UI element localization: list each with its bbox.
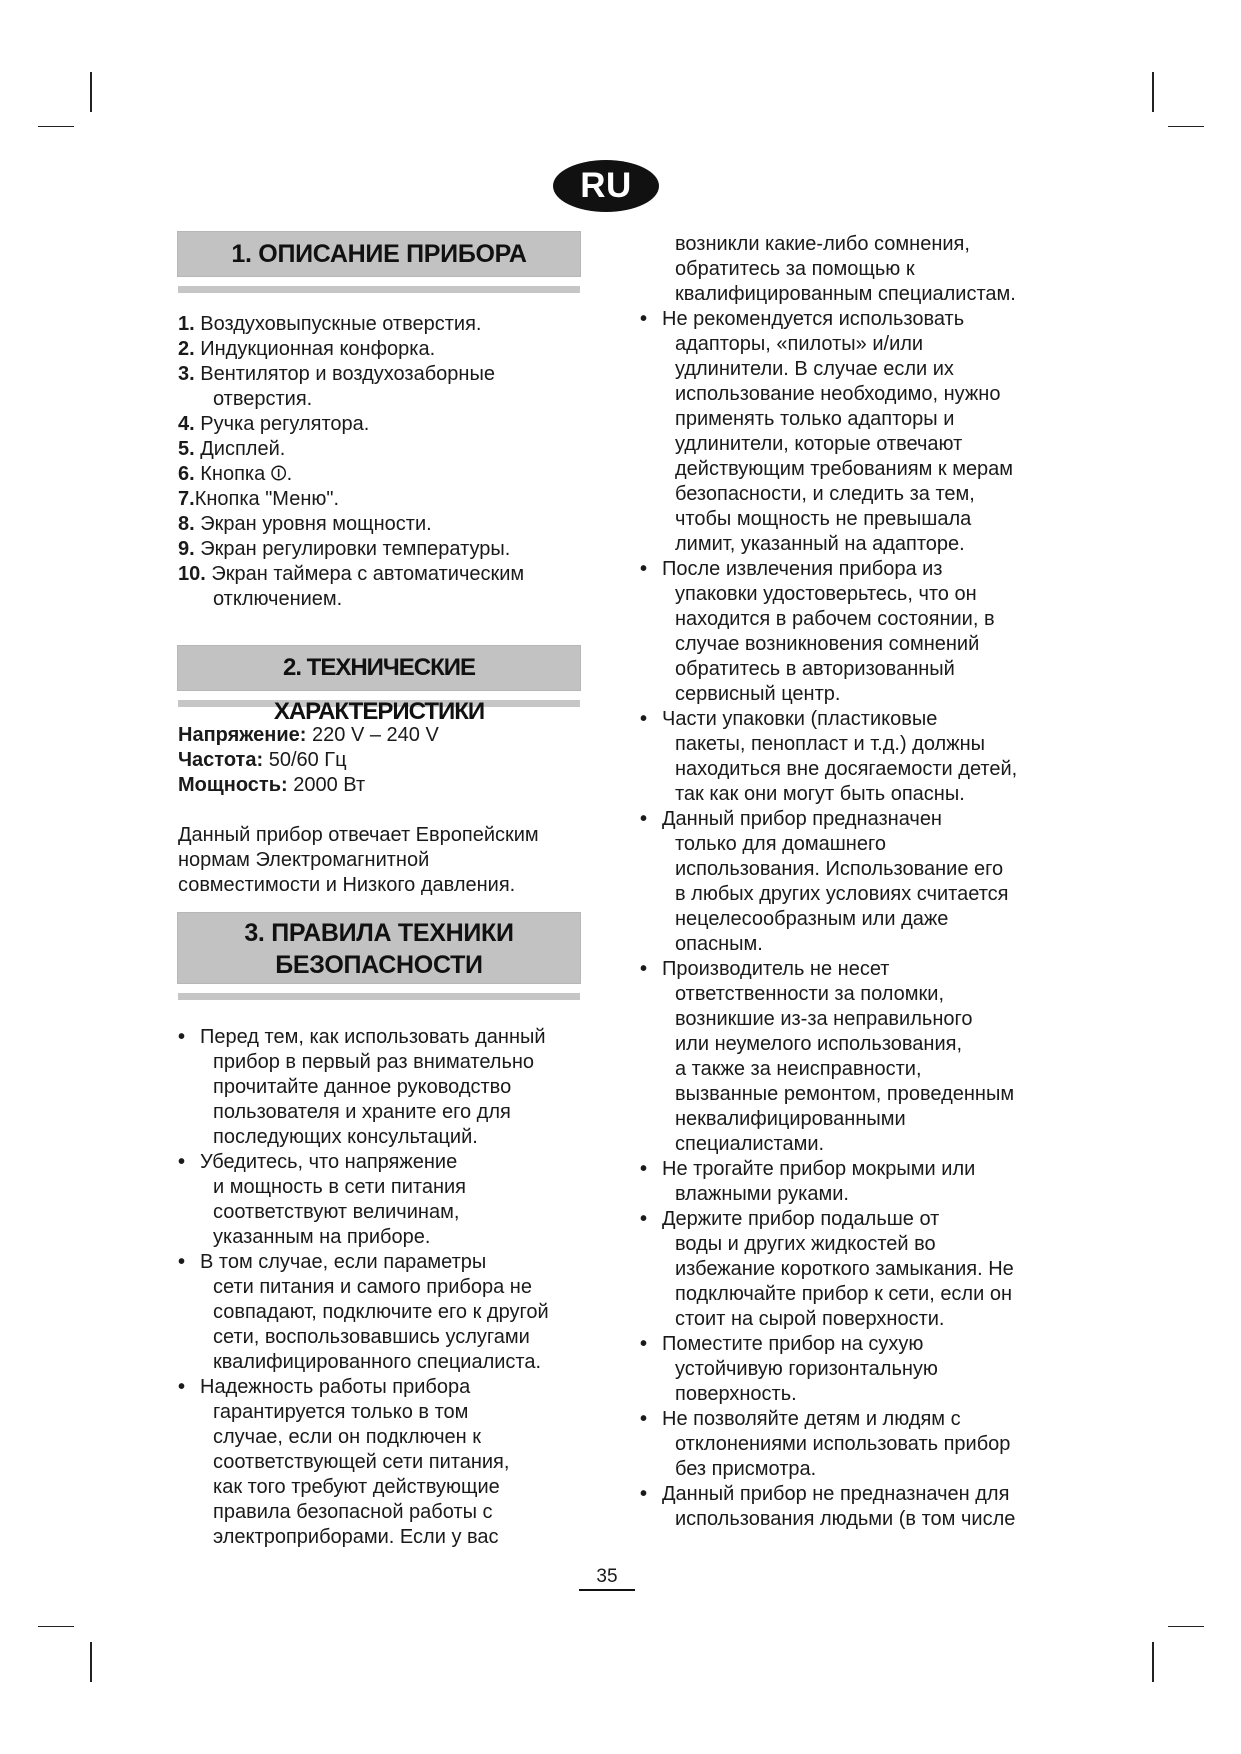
page-number: 35: [579, 1566, 635, 1591]
crop-mark: [38, 1626, 74, 1627]
left-column: [178, 232, 580, 1550]
list-item: • Не рекомендуется использовать адапторы, «пилоты» и/или удлинители. В случае если их использование необходимо, нужно применять только адапторы и удлинители, которые отвечают действующим требованиям к мерам безопасности, и следить за тем, чтобы мощность не превышала лимит, указанный на адапторе.: [640, 308, 1014, 555]
crop-mark: [90, 1642, 92, 1682]
safety-list-left: [178, 1025, 580, 1550]
list-item: 9. Экран регулировки температуры.: [178, 538, 511, 560]
list-item: 6. Кнопка ⏼.: [178, 463, 293, 485]
crop-mark: [1168, 126, 1204, 127]
list-item: • Не позволяйте детям и людям с отклонениями использовать прибор без присмотра.: [640, 1408, 1011, 1480]
crop-mark: [1168, 1626, 1204, 1627]
section-divider: [178, 993, 580, 1000]
section-2-title: 2. ТЕХНИЧЕСКИЕ ХАРАКТЕРИСТИКИ: [178, 646, 580, 690]
list-item: 3. Вентилятор и воздухозаборные отверстия.: [178, 363, 495, 410]
list-item: • После извлечения прибора из упаковки удостоверьтесь, что он находится в рабочем состоянии, в случае возникновения сомнений обратитесь в авторизованный сервисный центр.: [640, 558, 995, 705]
crop-mark: [38, 126, 74, 127]
right-column: [640, 232, 1060, 1532]
specifications: [178, 723, 580, 798]
list-item: 7.Кнопка "Меню".: [178, 488, 340, 510]
section-1-title: 1. ОПИСАНИЕ ПРИБОРА: [178, 232, 580, 276]
list-item: • Производитель не несет ответственности за поломки, возникшие из-за неправильного или неумелого использования, а также за неисправности, вызванные ремонтом, проведенным неквалифицированными специалистами.: [640, 958, 1015, 1155]
section-3-title: 3. ПРАВИЛА ТЕХНИКИ БЕЗОПАСНОСТИ: [178, 913, 580, 983]
list-item: • Держите прибор подальше от воды и других жидкостей во избежание короткого замыкания. Не подключайте прибор к сети, если он стоит на сырой поверхности.: [640, 1208, 1014, 1330]
list-item: • Поместите прибор на сухую устойчивую горизонтальную поверхность.: [640, 1333, 938, 1405]
list-item: • Перед тем, как использовать данный прибор в первый раз внимательно прочитайте данное руководство пользователя и храните его для последующих консультаций.: [178, 1026, 546, 1148]
list-item: • Части упаковки (пластиковые пакеты, пенопласт и т.д.) должны находиться вне досягаемости детей, так как они могут быть опасны.: [640, 708, 1018, 805]
list-item: • Данный прибор не предназначен для использования людьми (в том числе: [640, 1483, 1016, 1530]
list-item: • Убедитесь, что напряжение и мощность в сети питания соответствуют величинам, указанным на приборе.: [178, 1151, 466, 1248]
parts-list: [178, 312, 580, 612]
list-item: • Данный прибор предназначен только для домашнего использования. Использование его в любых других условиях считается нецелесообразным или даже опасным.: [640, 808, 1009, 955]
list-item: 4. Ручка регулятора.: [178, 413, 370, 435]
crop-mark: [1152, 1642, 1154, 1682]
list-item: • Надежность работы прибора гарантируется только в том случае, если он подключен к соответствующей сети питания, как того требуют действующие правила безопасной работы с электроприборами. Если у вас: [178, 1376, 510, 1548]
list-item: 8. Экран уровня мощности.: [178, 513, 432, 535]
list-item: 5. Дисплей.: [178, 438, 286, 460]
spec-power: Мощность: 2000 Вт: [178, 774, 366, 796]
list-item: • В том случае, если параметры сети питания и самого прибора не совпадают, подключите его к другой сети, воспользовавшись услугами квалифицированного специалиста.: [178, 1251, 549, 1373]
list-item: 1. Воздуховыпускные отверстия.: [178, 313, 482, 335]
crop-mark: [1152, 72, 1154, 112]
spec-frequency: Частота: 50/60 Гц: [178, 749, 347, 771]
section-divider: [178, 286, 580, 293]
safety-list-right: [640, 307, 1060, 1532]
language-badge: RU: [553, 160, 659, 212]
list-item: 2. Индукционная конфорка.: [178, 338, 436, 360]
crop-mark: [90, 72, 92, 112]
spec-voltage: Напряжение: 220 V – 240 V: [178, 724, 439, 746]
list-item-continuation: возникли какие-либо сомнения, обратитесь за помощью к квалифицированным специалистам.: [675, 233, 1016, 305]
list-item: 10. Экран таймера с автоматическим отключением.: [178, 563, 525, 610]
list-item: • Не трогайте прибор мокрыми или влажными руками.: [640, 1158, 976, 1205]
compliance-note: Данный прибор отвечает Европейским нормам Электромагнитной совместимости и Низкого давления.: [178, 824, 539, 896]
